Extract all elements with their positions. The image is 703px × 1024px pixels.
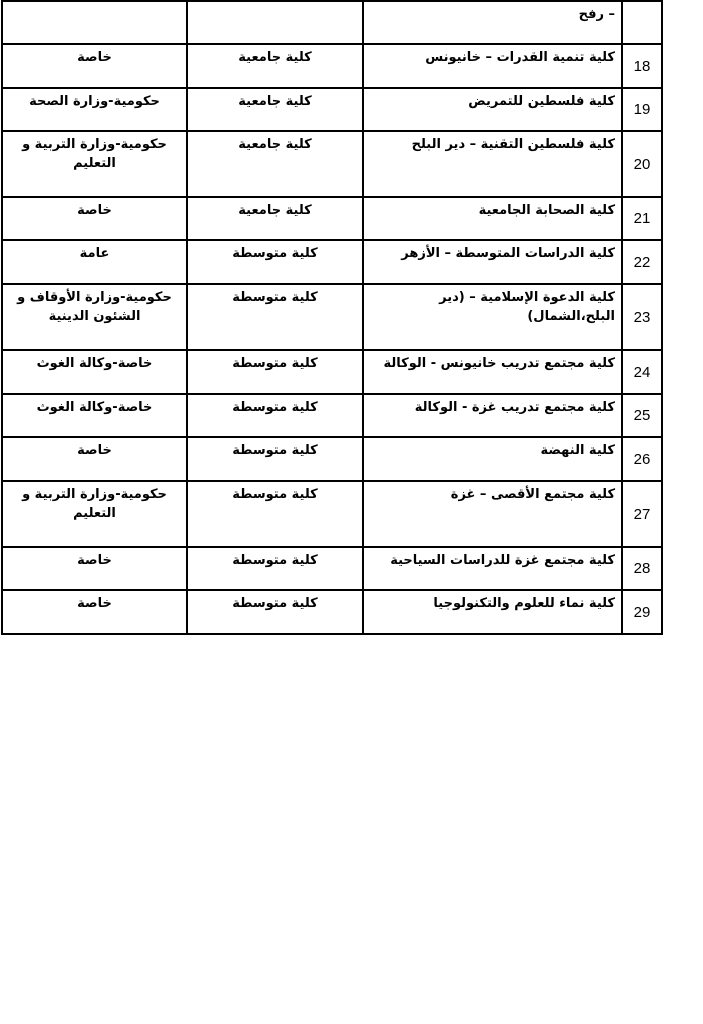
- row-number: 29: [622, 590, 662, 634]
- table-row: [2, 131, 662, 197]
- table-row: [2, 590, 662, 634]
- college-type: كلية متوسطة: [187, 481, 363, 547]
- college-type: كلية متوسطة: [187, 547, 363, 590]
- row-number: 25: [622, 394, 662, 437]
- college-type: كلية متوسطة: [187, 350, 363, 394]
- row-number: 26: [622, 437, 662, 481]
- college-affiliation: خاصة: [2, 197, 187, 240]
- college-name: كلية مجتمع تدريب غزة - الوكالة: [363, 394, 622, 437]
- college-name: – رفح: [363, 1, 622, 44]
- college-affiliation: خاصة: [2, 437, 187, 481]
- college-type: كلية متوسطة: [187, 394, 363, 437]
- college-name: كلية مجتمع غزة للدراسات السياحية: [363, 547, 622, 590]
- college-name: كلية مجتمع تدريب خانيونس - الوكالة: [363, 350, 622, 394]
- row-number: 19: [622, 88, 662, 131]
- college-affiliation: خاصة: [2, 547, 187, 590]
- colleges-table: [1, 0, 663, 635]
- college-name: كلية نماء للعلوم والتكنولوجيا: [363, 590, 622, 634]
- college-type: كلية جامعية: [187, 44, 363, 88]
- college-name: كلية النهضة: [363, 437, 622, 481]
- table-row: [2, 88, 662, 131]
- college-type: كلية متوسطة: [187, 240, 363, 284]
- college-affiliation: [2, 1, 187, 44]
- table-row: [2, 394, 662, 437]
- college-type: كلية جامعية: [187, 197, 363, 240]
- college-name: كلية تنمية القدرات – خانيونس: [363, 44, 622, 88]
- row-number: 23: [622, 284, 662, 350]
- college-affiliation: عامة: [2, 240, 187, 284]
- row-number: 21: [622, 197, 662, 240]
- row-number: 22: [622, 240, 662, 284]
- row-number: 20: [622, 131, 662, 197]
- college-name: كلية فلسطين للتمريض: [363, 88, 622, 131]
- row-number: [622, 1, 662, 44]
- college-affiliation: خاصة-وكالة الغوث: [2, 394, 187, 437]
- college-name: كلية فلسطين التقنية – دير البلح: [363, 131, 622, 197]
- table-row: [2, 1, 662, 44]
- row-number: 27: [622, 481, 662, 547]
- college-type: كلية جامعية: [187, 88, 363, 131]
- table-row: [2, 240, 662, 284]
- table-row: [2, 350, 662, 394]
- table-row: [2, 197, 662, 240]
- table-row: [2, 284, 662, 350]
- college-affiliation: حكومية-وزارة التربية و التعليم: [2, 481, 187, 547]
- college-name: كلية الدعوة الإسلامية – (دير البلح،الشمال): [363, 284, 622, 350]
- row-number: 24: [622, 350, 662, 394]
- row-number: 28: [622, 547, 662, 590]
- table-row: [2, 547, 662, 590]
- row-number: 18: [622, 44, 662, 88]
- college-affiliation: خاصة-وكالة الغوث: [2, 350, 187, 394]
- college-name: كلية مجتمع الأقصى – غزة: [363, 481, 622, 547]
- college-affiliation: خاصة: [2, 590, 187, 634]
- college-type: [187, 1, 363, 44]
- college-type: كلية جامعية: [187, 131, 363, 197]
- college-type: كلية متوسطة: [187, 590, 363, 634]
- table-row: [2, 437, 662, 481]
- college-affiliation: خاصة: [2, 44, 187, 88]
- table-row: [2, 481, 662, 547]
- college-name: كلية الدراسات المتوسطة – الأزهر: [363, 240, 622, 284]
- college-affiliation: حكومية-وزارة الصحة: [2, 88, 187, 131]
- college-affiliation: حكومية-وزارة الأوقاف و الشئون الدينية: [2, 284, 187, 350]
- college-type: كلية متوسطة: [187, 284, 363, 350]
- college-type: كلية متوسطة: [187, 437, 363, 481]
- college-affiliation: حكومية-وزارة التربية و التعليم: [2, 131, 187, 197]
- table-row: [2, 44, 662, 88]
- college-name: كلية الصحابة الجامعية: [363, 197, 622, 240]
